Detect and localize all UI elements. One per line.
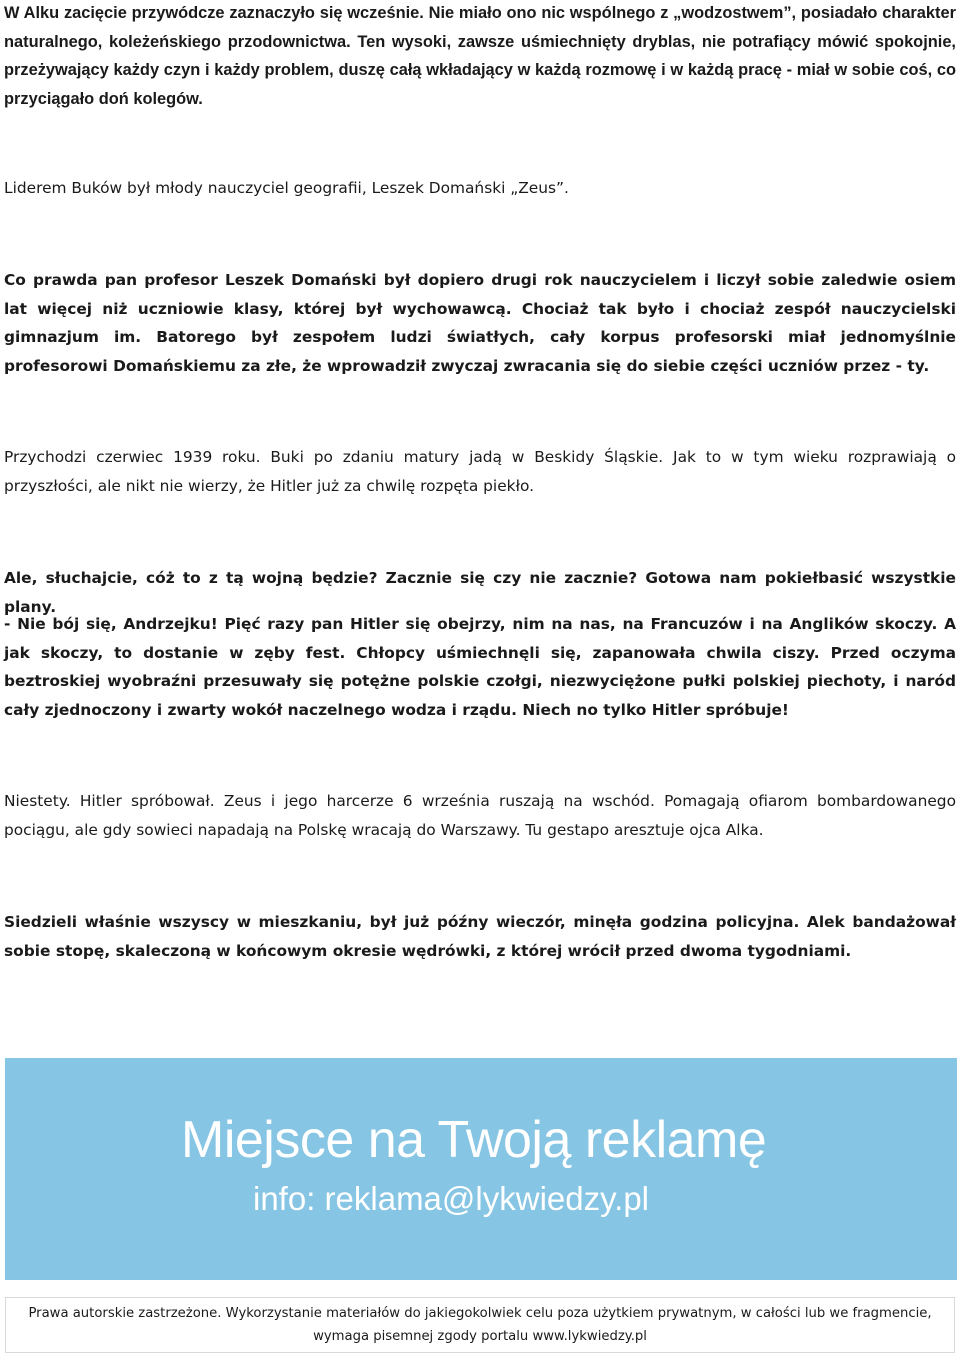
paragraph-7: Niestety. Hitler spróbował. Zeus i jego harcerze 6 września ruszają na wschód. Pomagają ofiarom bombardowanego pociągu, ale gdy sowieci napadają na Polskę wracają do Warszawy. Tu gestapo aresztuje ojca Alka.: [4, 792, 956, 839]
ad-banner[interactable]: [5, 1058, 957, 1280]
paragraph-8: Siedzieli właśnie wszyscy w mieszkaniu, był już późny wieczór, minęła godzina policyjna. Alek bandażował sobie stopę, skaleczoną w końcowym okresie wędrówki, z której wrócił przed dwoma tygodniami.: [4, 913, 956, 960]
footer-line-1: Prawa autorskie zastrzeżone. Wykorzystanie materiałów do jakiegokolwiek celu poza użytkiem prywatnym, w całości lub we fragmencie,: [28, 1306, 932, 1321]
paragraph-3: Co prawda pan profesor Leszek Domański był dopiero drugi rok nauczycielem i liczył sobie zaledwie osiem lat więcej niż uczniowie klasy, której był wychowawcą. Chociaż tak było i chociaż zespół nauczycielski gimnazjum im. Batorego był zespołem ludzi światłych, cały korpus profesorski miał jednomyślnie profesorowi Domańskiemu za złe, że wprowadził zwyczaj zwracania się do siebie części uczniów przez - ty.: [4, 271, 956, 375]
copyright-footer: [5, 1297, 955, 1353]
paragraph-1: W Alku zacięcie przywódcze zaznaczyło się wcześnie. Nie miało ono nic wspólnego z „wodzostwem”, posiadało charakter naturalnego, koleżeńskiego przodownictwa. Ten wysoki, zawsze uśmiechnięty dryblas, nie potrafiący mówić spokojnie, przeżywający każdy czyn i każdy problem, duszę całą wkładający w każdą rozmowę i w każdą pracę - miał w sobie coś, co przyciągało doń kolegów.: [4, 4, 956, 108]
ad-title: Miejsce na Twoją reklamę: [181, 1111, 767, 1169]
paragraph-4: Przychodzi czerwiec 1939 roku. Buki po zdaniu matury jadą w Beskidy Śląskie. Jak to w tym wieku rozprawiają o przyszłości, ale nikt nie wierzy, że Hitler już za chwilę rozpęta piekło.: [4, 448, 956, 495]
paragraph-2: Liderem Buków był młody nauczyciel geografii, Leszek Domański „Zeus”.: [4, 179, 569, 197]
footer-line-2: wymaga pisemnej zgody portalu www.lykwiedzy.pl: [313, 1328, 647, 1344]
paragraph-6: - Nie bój się, Andrzejku! Pięć razy pan Hitler się obejrzy, nim na nas, na Francuzów i na Anglików skoczy. A jak skoczy, to dostanie w zęby fest. Chłopcy uśmiechnęli się, zapanowała chwila ciszy. Przed oczyma beztroskiej wyobraźni przesuwały się potężne polskie czołgi, niezwyciężone pułki polskiej piechoty, i naród cały zjednoczony i zwarty wokół naczelnego wodza i rządu. Niech no tylko Hitler spróbuje!: [4, 615, 956, 719]
paragraph-5: Ale, słuchajcie, cóż to z tą wojną będzie? Zacznie się czy nie zacznie? Gotowa nam pokiełbasić wszystkie plany.: [4, 569, 956, 616]
ad-contact: info: reklama@lykwiedzy.pl: [253, 1180, 650, 1217]
